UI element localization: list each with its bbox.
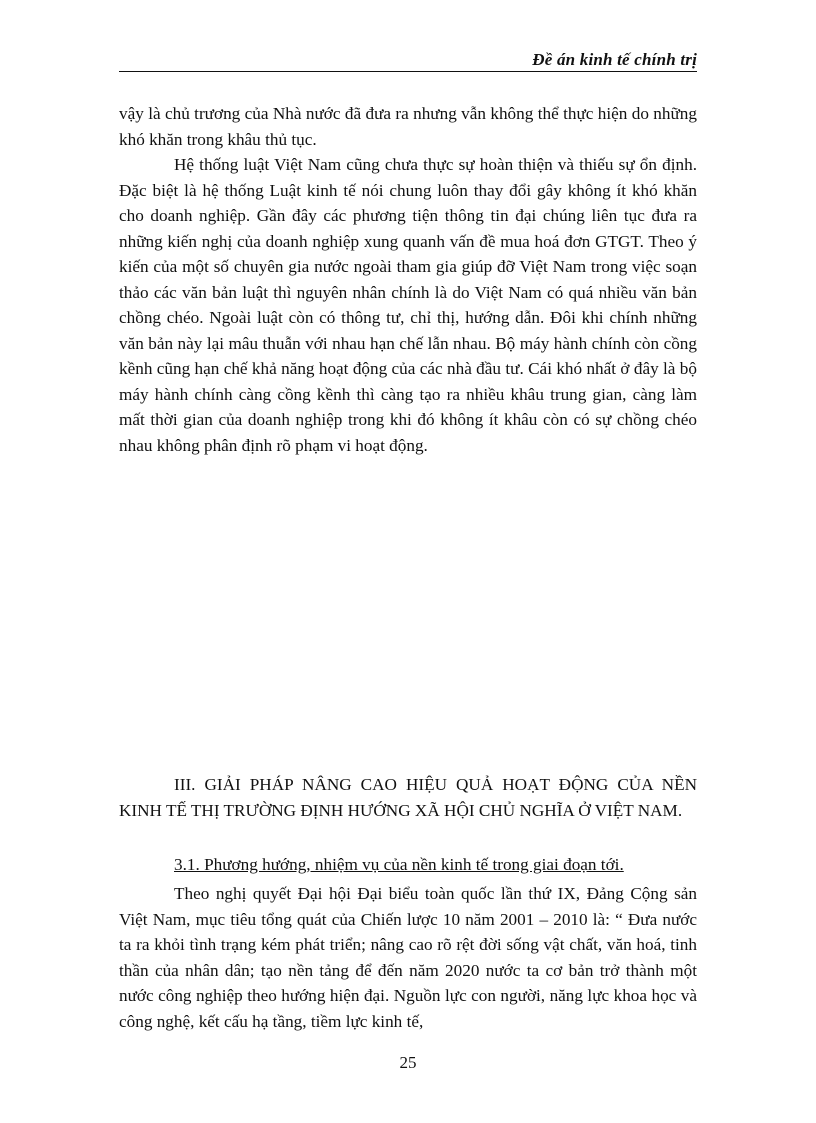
page-header [119, 48, 697, 72]
body-paragraph: Theo nghị quyết Đại hội Đại biểu toàn quốc lần thứ IX, Đảng Cộng sản Việt Nam, mục tiêu tổng quát của Chiến lược 10 năm 2001 – 2010 là: “ Đưa nước ta ra khỏi tình trạng kém phát triển; nâng cao rõ rệt đời sống vật chất, văn hoá, tinh thần của nhân dân; tạo nền tảng để đến năm 2020 nước ta cơ bản trở thành một nước công nghiệp theo hướng hiện đại. Nguồn lực con người, năng lực khoa học và công nghệ, kết cấu hạ tầng, tiềm lực kinh tế, [119, 884, 697, 1031]
header-title: Đề án kinh tế chính trị [532, 50, 697, 69]
subsection-heading: 3.1. Phương hướng, nhiệm vụ của nền kinh tế trong giai đoạn tới. [174, 855, 624, 874]
section-heading: III. GIẢI PHÁP NÂNG CAO HIỆU QUẢ HOẠT ĐỘNG CỦA NỀN KINH TẾ THỊ TRƯỜNG ĐỊNH HƯỚNG XÃ HỘI CHỦ NGHĨA Ở VIỆT NAM. [119, 775, 697, 820]
header-divider [119, 71, 697, 72]
body-paragraph: vậy là chủ trương của Nhà nước đã đưa ra nhưng vẫn không thể thực hiện do những khó khăn trong khâu thủ tục. [119, 104, 697, 149]
body-paragraph: Hệ thống luật Việt Nam cũng chưa thực sự hoàn thiện và thiếu sự ổn định. Đặc biệt là hệ thống Luật kinh tế nói chung luôn thay đổi gây không ít khó khăn cho doanh nghiệp. Gần đây các phương tiện thông tin đại chúng liên tục đưa ra những kiến nghị của doanh nghiệp xung quanh vấn đề mua hoá đơn GTGT. Theo ý kiến của một số chuyên gia nước ngoài tham gia giúp đỡ Việt Nam trong việc soạn thảo các văn bản luật thì nguyên nhân chính là do Việt Nam có quá nhiều văn bản chồng chéo. Ngoài luật còn có thông tư, chỉ thị, hướng dẫn. Đôi khi chính những văn bản này lại mâu thuẫn với nhau hạn chế lẫn nhau. Bộ máy hành chính còn cồng kềnh cũng hạn chế khả năng hoạt động của các nhà đầu tư. Cái khó nhất ở đây là bộ máy hành chính càng cồng kềnh thì càng tạo ra nhiều khâu trung gian, càng làm mất thời gian của doanh nghiệp trong khi đó không ít khâu còn có sự chồng chéo nhau không phân định rõ phạm vi hoạt động. [119, 155, 697, 455]
page-number: 25 [399, 1053, 417, 1072]
